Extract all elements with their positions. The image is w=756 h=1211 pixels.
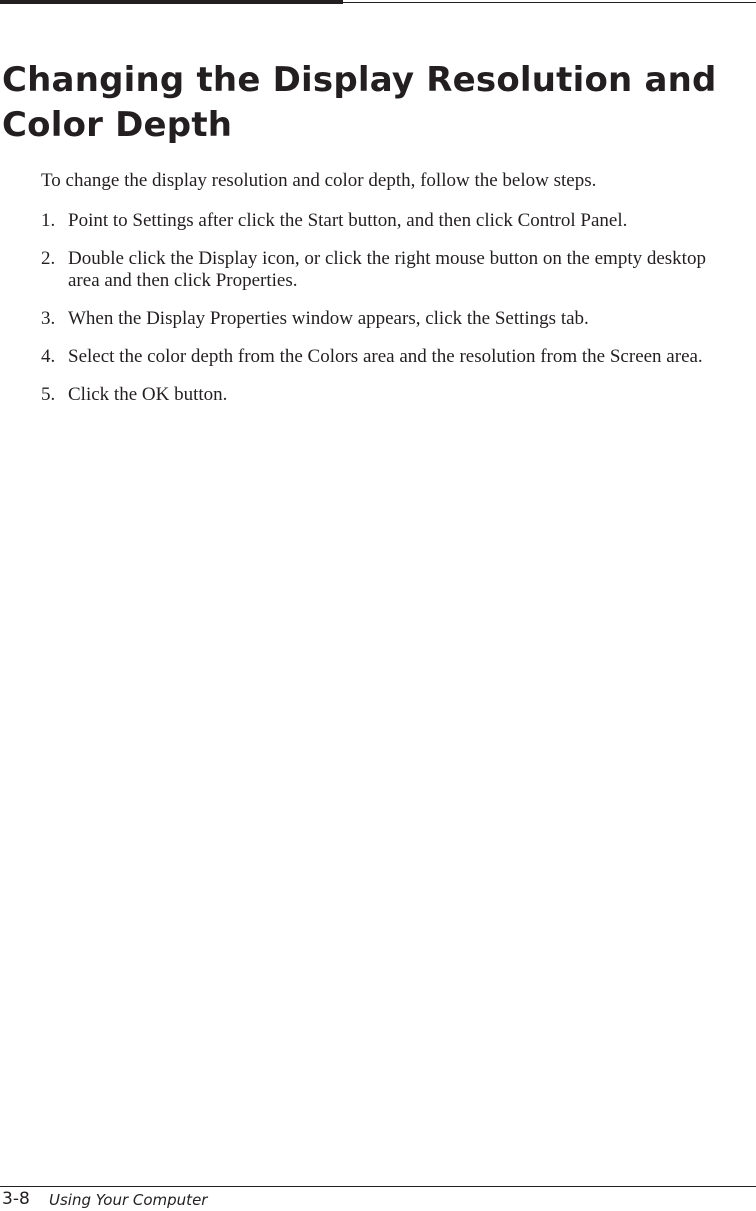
page-title: Changing the Display Resolution and Color Depth — [2, 60, 717, 145]
step-text: When the Display Properties window appears, click the Settings tab. — [68, 308, 589, 329]
step-item-4 — [41, 346, 731, 368]
step-item-1 — [41, 210, 731, 232]
footer-rule — [0, 1186, 756, 1187]
header-rule-thick — [0, 0, 343, 4]
step-text: Point to Settings after click the Start button, and then click Control Panel. — [68, 210, 628, 231]
step-item-2 — [41, 248, 731, 292]
step-text: Select the color depth from the Colors area and the resolution from the Screen area. — [68, 346, 703, 367]
intro-paragraph: To change the display resolution and color depth, follow the below steps. — [41, 170, 597, 191]
step-text: Double click the Display icon, or click the right mouse button on the empty desktop area and then click Properties. — [68, 248, 706, 291]
steps-list — [41, 210, 731, 422]
footer-section-title: Using Your Computer — [49, 1191, 208, 1209]
step-number: 4. — [41, 346, 56, 367]
step-number: 1. — [41, 210, 56, 231]
page-number: 3-8 — [2, 1189, 30, 1209]
step-item-3 — [41, 308, 731, 330]
header-rule-thin — [343, 2, 756, 3]
step-number: 3. — [41, 308, 56, 329]
step-number: 5. — [41, 384, 56, 405]
step-item-5 — [41, 384, 731, 406]
step-number: 2. — [41, 248, 56, 269]
step-text: Click the OK button. — [68, 384, 228, 405]
